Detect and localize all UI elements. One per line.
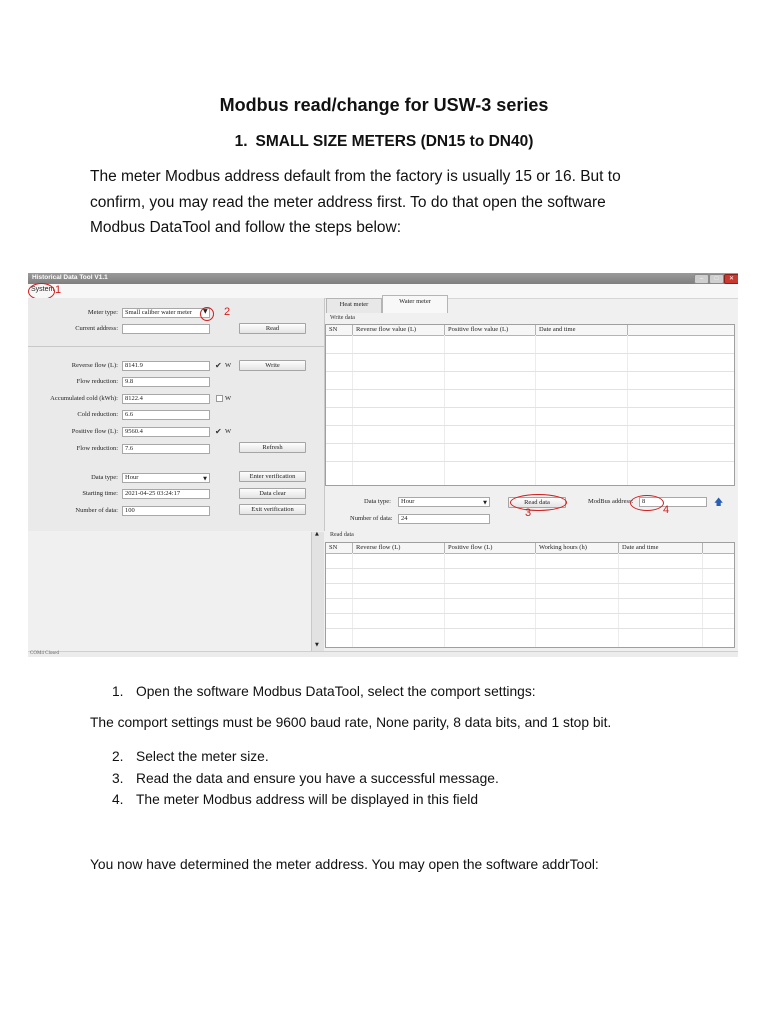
- mid-number-of-data-label: Number of data:: [350, 515, 393, 522]
- menu-system[interactable]: System: [31, 286, 55, 293]
- document-title: Modbus read/change for USW-3 series: [219, 95, 549, 115]
- modbus-address-label: ModBus address:: [588, 498, 634, 505]
- column-header: SN: [326, 543, 353, 553]
- flow-reduction-label: Flow reduction:: [76, 378, 118, 385]
- maximize-icon: □: [714, 276, 719, 282]
- number-of-data-value: 100: [125, 507, 135, 514]
- column-header: Date and time: [536, 325, 628, 335]
- positive-flow-value: 9560.4: [125, 428, 143, 435]
- intro-paragraph: [90, 164, 690, 241]
- enter-verification-button[interactable]: Enter verification: [239, 471, 306, 482]
- w-label: W: [225, 428, 232, 435]
- grid-line: [627, 335, 628, 485]
- column-header: Working hours (h): [536, 543, 619, 553]
- flow-reduction2-input[interactable]: [122, 444, 210, 454]
- modbus-address-value: 8: [642, 498, 646, 505]
- number-of-data-label: Number of data:: [75, 507, 118, 514]
- checkbox[interactable]: [216, 395, 223, 402]
- grid-line: [326, 598, 734, 599]
- grid-line: [326, 443, 734, 444]
- column-header: Reverse flow (L): [353, 543, 445, 553]
- comport-note: The comport settings must be 9600 baud rate, None parity, 8 data bits, and 1 stop bit.: [90, 715, 612, 730]
- accumulated-cold-label: Accumulated cold (kWh):: [50, 395, 118, 402]
- read-button[interactable]: Read: [239, 323, 306, 334]
- flow-reduction2-value: 7.6: [125, 445, 134, 452]
- reverse-flow-label: Reverse flow (L):: [71, 362, 118, 369]
- column-header: Positive flow value (L): [445, 325, 536, 335]
- callout-3: 3: [525, 507, 532, 519]
- steps-list-a: [112, 681, 712, 703]
- maximize-button[interactable]: [709, 274, 724, 284]
- intro-line: The meter Modbus address default from the factory is usually 15 or 16. But to: [90, 168, 621, 185]
- status-bar: [28, 651, 738, 657]
- step-number: 4.: [112, 792, 124, 807]
- minimize-icon: –: [699, 276, 704, 282]
- read-data-grid[interactable]: [325, 542, 735, 648]
- cold-reduction-value: 6.6: [125, 411, 134, 418]
- cold-reduction-label: Cold reduction:: [77, 411, 118, 418]
- window-titlebar: [28, 273, 738, 284]
- grid-line: [326, 371, 734, 372]
- arrow-up-icon[interactable]: 🡅: [714, 498, 724, 508]
- chevron-down-icon[interactable]: ▼: [203, 308, 208, 315]
- current-address-label: Current address:: [75, 325, 118, 332]
- list-item: [112, 681, 712, 703]
- minimize-button[interactable]: [694, 274, 709, 284]
- scrollbar[interactable]: [311, 532, 324, 651]
- reverse-flow-value: 8141.9: [125, 362, 143, 369]
- data-type-label: Data type:: [91, 474, 118, 481]
- grid-line: [535, 335, 536, 485]
- exit-verification-button[interactable]: Exit verification: [239, 504, 306, 515]
- mid-data-type-label: Data type:: [364, 498, 391, 505]
- tab-water-meter[interactable]: Water meter: [382, 295, 448, 313]
- app-screenshot: [28, 273, 738, 657]
- current-address-input[interactable]: [122, 324, 210, 334]
- grid-line: [326, 628, 734, 629]
- intro-line: confirm, you may read the meter address first. To do that open the software: [90, 193, 606, 211]
- meter-type-value: Small caliber water meter: [125, 309, 192, 316]
- grid-line: [444, 335, 445, 485]
- positive-flow-label: Positive flow (L):: [71, 428, 118, 435]
- data-type-select[interactable]: [122, 473, 210, 483]
- divider: [28, 346, 324, 347]
- data-type-value: Hour: [125, 474, 139, 481]
- accumulated-cold-input[interactable]: [122, 394, 210, 404]
- callout-circle-3: [510, 494, 567, 511]
- step-text: Read the data and ensure you have a successful message.: [136, 770, 499, 786]
- positive-flow-input[interactable]: [122, 427, 210, 437]
- read-data-button[interactable]: Read data: [508, 497, 566, 508]
- close-icon: ✕: [728, 276, 735, 282]
- flow-reduction-input[interactable]: [122, 377, 210, 387]
- scroll-up-icon[interactable]: ▲: [315, 531, 319, 537]
- starting-time-input[interactable]: [122, 489, 210, 499]
- column-header: Reverse flow value (L): [353, 325, 445, 335]
- callout-circle-4: [630, 495, 664, 511]
- column-header: Date and time: [619, 543, 703, 553]
- tab-heat-meter[interactable]: Heat meter: [326, 298, 382, 313]
- step-number: 3.: [112, 770, 124, 786]
- step-text: Select the meter size.: [136, 749, 269, 764]
- list-item: [112, 746, 712, 768]
- section-heading: [0, 133, 768, 151]
- mid-data-type-value: Hour: [401, 498, 415, 505]
- meter-type-select[interactable]: [122, 308, 210, 318]
- scroll-down-icon[interactable]: ▼: [315, 642, 319, 648]
- section-number: 1.: [234, 133, 248, 150]
- chevron-down-icon: ▼: [203, 476, 207, 482]
- flow-reduction-value: 9.8: [125, 378, 134, 385]
- starting-time-value: 2021-04-25 03:24:17: [125, 490, 181, 497]
- list-item: [112, 789, 712, 811]
- data-clear-button[interactable]: Data clear: [239, 488, 306, 499]
- callout-1: 1: [55, 284, 62, 296]
- close-button[interactable]: [724, 274, 738, 284]
- step-text: Open the software Modbus DataTool, select the comport settings:: [136, 684, 536, 699]
- step-text: The meter Modbus address will be displayed in this field: [136, 792, 479, 807]
- list-item: [112, 768, 712, 790]
- mid-data-type-select[interactable]: [398, 497, 490, 507]
- meter-type-label: Meter type:: [87, 309, 118, 316]
- grid-line: [326, 425, 734, 426]
- intro-line: Modbus DataTool and follow the steps below:: [90, 219, 402, 236]
- read-data-caption: Read data: [330, 532, 354, 538]
- accumulated-cold-value: 8122.4: [125, 395, 143, 402]
- grid-line: [352, 335, 353, 485]
- w-label: W: [225, 362, 232, 369]
- steps-list-b: [112, 746, 712, 811]
- number-of-data-input[interactable]: [122, 506, 210, 516]
- write-data-grid[interactable]: [325, 324, 735, 486]
- flow-reduction2-label: Flow reduction:: [76, 445, 118, 452]
- window-title: Historical Data Tool V1.1: [32, 274, 108, 281]
- write-button[interactable]: Write: [239, 360, 306, 371]
- closing-paragraph: You now have determined the meter address. You may open the software addrTool:: [90, 857, 599, 872]
- callout-4: 4: [663, 504, 670, 516]
- grid-line: [326, 583, 734, 584]
- check-icon[interactable]: ✔: [215, 361, 222, 370]
- section-title: SMALL SIZE METERS (DN15 to DN40): [255, 133, 534, 150]
- mid-number-of-data-value: 24: [401, 515, 408, 522]
- grid-line: [326, 461, 734, 462]
- w-label: W: [225, 395, 232, 402]
- chevron-down-icon: ▼: [483, 500, 487, 506]
- grid-line: [326, 613, 734, 614]
- grid-line: [326, 568, 734, 569]
- step-number: 1.: [112, 684, 124, 699]
- column-header: Positive flow (L): [445, 543, 536, 553]
- check-icon[interactable]: ✔: [215, 427, 222, 436]
- step-number: 2.: [112, 749, 124, 764]
- write-data-caption: Write data: [330, 315, 355, 321]
- cold-reduction-input[interactable]: [122, 410, 210, 420]
- grid-line: [326, 389, 734, 390]
- refresh-button[interactable]: Refresh: [239, 442, 306, 453]
- grid-line: [326, 353, 734, 354]
- reverse-flow-input[interactable]: [122, 361, 210, 371]
- starting-time-label: Starting time:: [82, 490, 118, 497]
- grid-line: [326, 407, 734, 408]
- column-header: SN: [326, 325, 353, 335]
- callout-2: 2: [224, 306, 231, 318]
- grid-header: [326, 543, 734, 554]
- mid-number-of-data-input[interactable]: [398, 514, 490, 524]
- status-text: COM4 Closed: [30, 651, 60, 656]
- grid-header: [326, 325, 734, 336]
